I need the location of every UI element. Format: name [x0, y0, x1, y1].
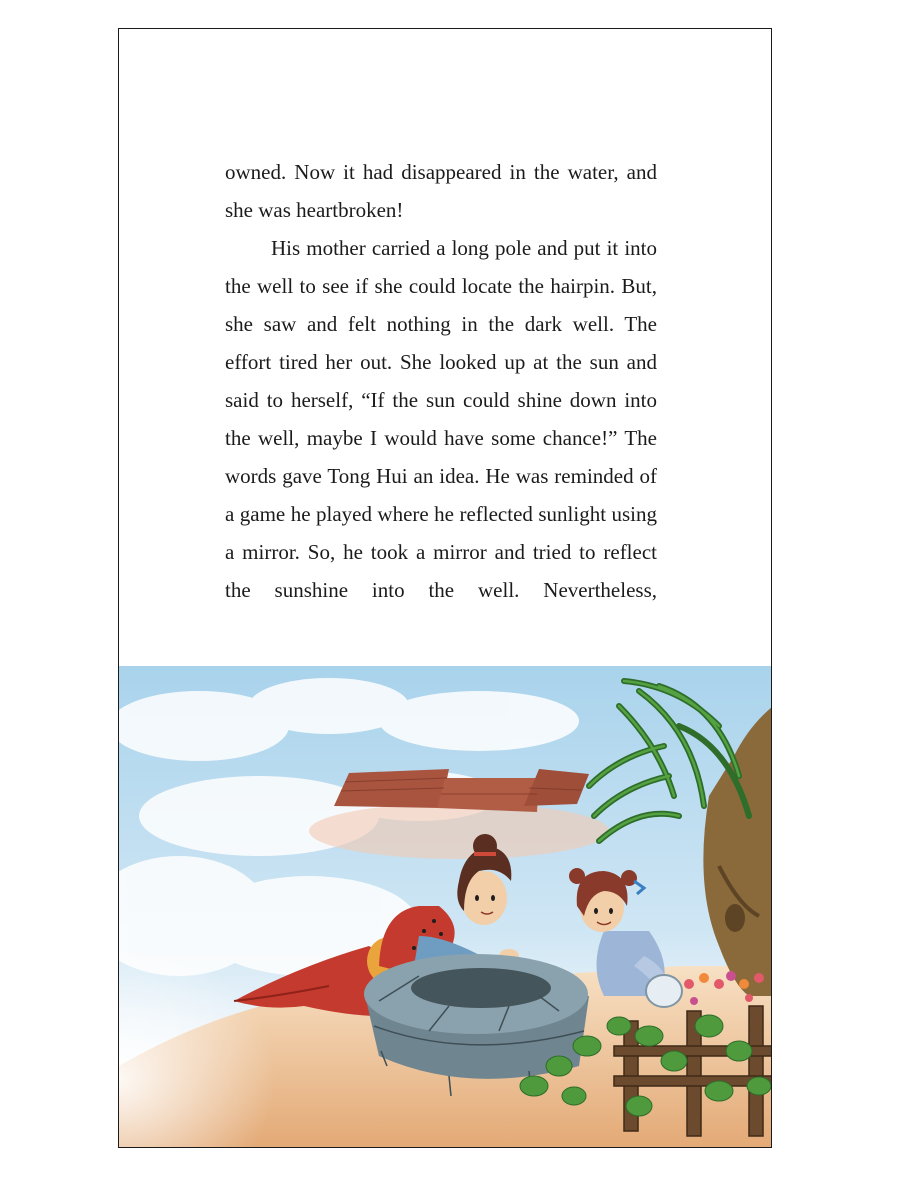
story-text [225, 153, 657, 609]
wooden-fence [614, 1006, 772, 1136]
well-scene-picture [119, 666, 772, 1148]
mirror [646, 975, 682, 1007]
paragraph-continuation: owned. Now it had disappeared in the water, and she was heartbroken! [225, 160, 657, 222]
roof-haze [309, 803, 609, 859]
story-illustration [119, 666, 772, 1148]
paragraph-mother-pole: His mother carried a long pole and put it into the well to see if she could locate the hairpin. But, she saw and felt nothing in the dark well. The effort tired her out. She looked up at the sun and said to herself, “If the sun could shine down into the well, maybe I would have some chance!” The words gave Tong Hui an idea. He was reminded of a game he played where he reflected sunlight using a mirror. So, he took a mirror and tried to reflect the sunshine into the well. Nevertheless, [225, 236, 657, 602]
book-page [118, 28, 772, 1148]
